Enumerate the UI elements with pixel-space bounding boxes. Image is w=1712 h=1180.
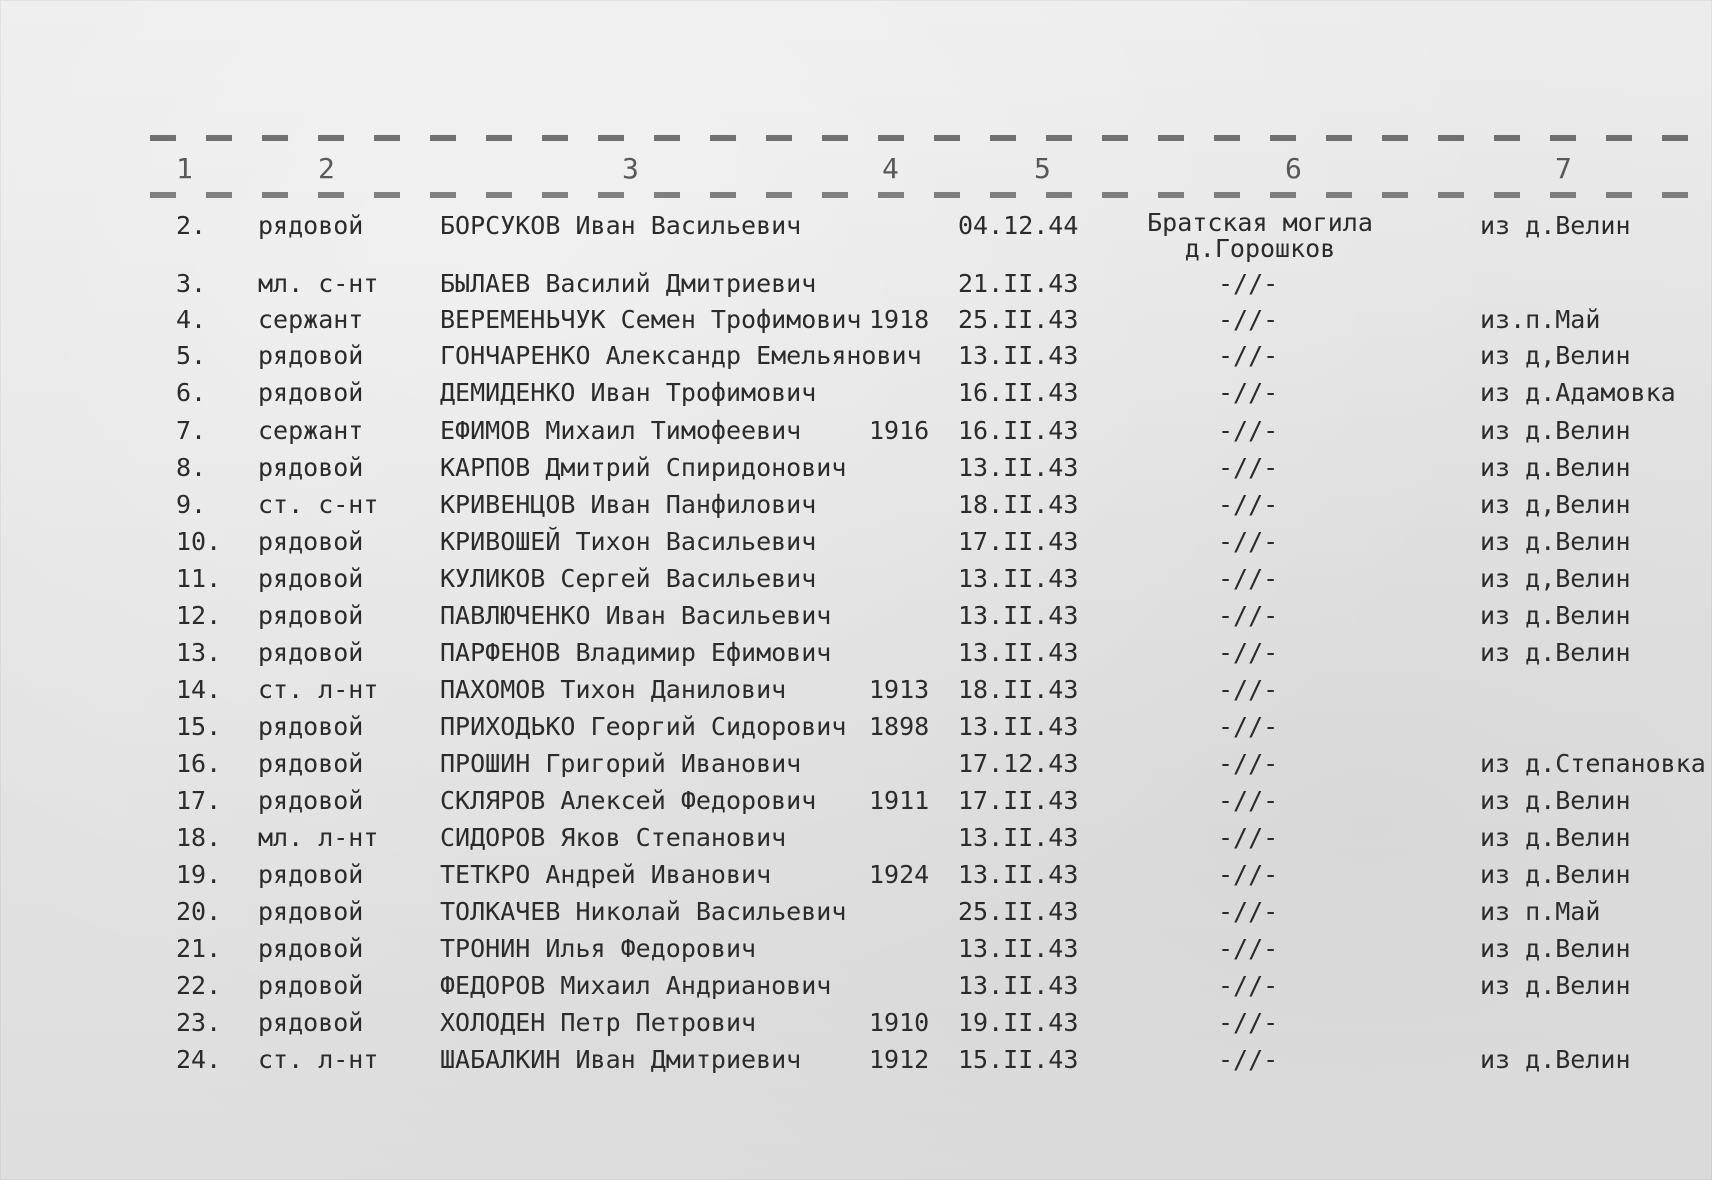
birth-year: 1918 <box>869 305 930 334</box>
origin-place: из д,Велин <box>1480 564 1631 593</box>
full-name: ПАХОМОВ Тихон Данилович <box>440 675 787 704</box>
top-dash-divider <box>150 135 1710 141</box>
full-name: ПРИХОДЬКО Георгий Сидорович <box>440 712 847 741</box>
burial-place: -//- <box>1218 341 1279 370</box>
birth-year: 1912 <box>869 1045 930 1074</box>
burial-place: -//- <box>1218 1008 1279 1037</box>
table-row <box>0 377 1712 413</box>
burial-place: -//- <box>1218 601 1279 630</box>
full-name: ДЕМИДЕНКО Иван Трофимович <box>440 378 817 407</box>
rank: рядовой <box>258 211 364 240</box>
row-number: 23. <box>176 1008 222 1037</box>
full-name: КРИВОШЕЙ Тихон Васильевич <box>440 527 817 556</box>
full-name: ГОНЧАРЕНКО Александр Емельянович <box>440 341 922 370</box>
full-name: ЕФИМОВ Михаил Тимофеевич <box>440 416 802 445</box>
burial-place: -//- <box>1218 453 1279 482</box>
column-number-2: 2 <box>318 152 335 185</box>
origin-place: из д.Велин <box>1480 786 1631 815</box>
row-number: 17. <box>176 786 222 815</box>
birth-year: 1913 <box>869 675 930 704</box>
table-row <box>0 970 1712 1006</box>
birth-year: 1911 <box>869 786 930 815</box>
rank: сержант <box>258 305 364 334</box>
table-row <box>0 208 1712 263</box>
full-name: ФЕДОРОВ Михаил Андрианович <box>440 971 832 1000</box>
death-date: 18.II.43 <box>958 490 1079 519</box>
burial-place: -//- <box>1218 971 1279 1000</box>
table-row <box>0 563 1712 599</box>
rank: мл. л-нт <box>258 823 379 852</box>
origin-place: из.п.Май <box>1480 305 1601 334</box>
row-number: 13. <box>176 638 222 667</box>
row-number: 5. <box>176 341 207 370</box>
full-name: БЫЛАЕВ Василий Дмитриевич <box>440 269 817 298</box>
birth-year: 1910 <box>869 1008 930 1037</box>
origin-place: из д.Велин <box>1480 416 1631 445</box>
row-number: 14. <box>176 675 222 704</box>
full-name: ТОЛКАЧЕВ Николай Васильевич <box>440 897 847 926</box>
burial-place: -//- <box>1218 378 1279 407</box>
death-date: 17.12.43 <box>958 749 1079 778</box>
burial-place: -//- <box>1218 527 1279 556</box>
column-number-4: 4 <box>882 152 899 185</box>
birth-year: 1916 <box>869 416 930 445</box>
table-row <box>0 489 1712 525</box>
death-date: 13.II.43 <box>958 823 1079 852</box>
death-date: 13.II.43 <box>958 712 1079 741</box>
burial-place-line-1: Братская могила <box>1147 208 1373 237</box>
burial-place: -//- <box>1218 712 1279 741</box>
column-number-5: 5 <box>1034 152 1051 185</box>
row-number: 9. <box>176 490 207 519</box>
origin-place: из д.Велин <box>1480 527 1631 556</box>
table-row <box>0 896 1712 932</box>
death-date: 13.II.43 <box>958 341 1079 370</box>
table-row <box>0 452 1712 488</box>
burial-place: -//- <box>1218 1045 1279 1074</box>
rank: рядовой <box>258 378 364 407</box>
burial-place: -//- <box>1218 860 1279 889</box>
death-date: 13.II.43 <box>958 638 1079 667</box>
table-row <box>0 785 1712 821</box>
origin-place: из д.Велин <box>1480 823 1631 852</box>
full-name: ТРОНИН Илья Федорович <box>440 934 757 963</box>
full-name: ВЕРЕМЕНЬЧУК Семен Трофимович <box>440 305 862 334</box>
table-row <box>0 637 1712 673</box>
row-number: 8. <box>176 453 207 482</box>
death-date: 25.II.43 <box>958 897 1079 926</box>
column-number-header <box>0 152 1712 192</box>
full-name: ПАВЛЮЧЕНКО Иван Васильевич <box>440 601 832 630</box>
origin-place: из д.Велин <box>1480 971 1631 1000</box>
row-number: 19. <box>176 860 222 889</box>
full-name: СИДОРОВ Яков Степанович <box>440 823 787 852</box>
rank: рядовой <box>258 712 364 741</box>
rank: ст. с-нт <box>258 490 379 519</box>
table-row <box>0 268 1712 304</box>
full-name: КРИВЕНЦОВ Иван Панфилович <box>440 490 817 519</box>
table-row <box>0 340 1712 376</box>
death-date: 04.12.44 <box>958 211 1079 240</box>
burial-place: -//- <box>1218 305 1279 334</box>
table-row <box>0 674 1712 710</box>
table-row <box>0 415 1712 451</box>
rank: рядовой <box>258 971 364 1000</box>
burial-place: -//- <box>1218 675 1279 704</box>
row-number: 12. <box>176 601 222 630</box>
row-number: 11. <box>176 564 222 593</box>
death-date: 18.II.43 <box>958 675 1079 704</box>
burial-place: -//- <box>1218 786 1279 815</box>
table-row <box>0 600 1712 636</box>
burial-place: -//- <box>1218 897 1279 926</box>
rank: рядовой <box>258 527 364 556</box>
rank: рядовой <box>258 453 364 482</box>
row-number: 10. <box>176 527 222 556</box>
rank: рядовой <box>258 897 364 926</box>
column-number-1: 1 <box>176 152 193 185</box>
row-number: 18. <box>176 823 222 852</box>
table-row <box>0 1044 1712 1080</box>
row-number: 7. <box>176 416 207 445</box>
row-number: 2. <box>176 211 207 240</box>
burial-place: -//- <box>1218 934 1279 963</box>
row-number: 22. <box>176 971 222 1000</box>
row-number: 21. <box>176 934 222 963</box>
death-date: 17.II.43 <box>958 527 1079 556</box>
full-name: ХОЛОДЕН Петр Петрович <box>440 1008 757 1037</box>
rank: ст. л-нт <box>258 1045 379 1074</box>
rank: сержант <box>258 416 364 445</box>
burial-place: -//- <box>1218 749 1279 778</box>
death-date: 19.II.43 <box>958 1008 1079 1037</box>
rank: ст. л-нт <box>258 675 379 704</box>
full-name: ШАБАЛКИН Иван Дмитриевич <box>440 1045 802 1074</box>
death-date: 16.II.43 <box>958 378 1079 407</box>
death-date: 17.II.43 <box>958 786 1079 815</box>
death-date: 13.II.43 <box>958 564 1079 593</box>
full-name: КАРПОВ Дмитрий Спиридонович <box>440 453 847 482</box>
death-date: 13.II.43 <box>958 453 1079 482</box>
death-date: 21.II.43 <box>958 269 1079 298</box>
death-date: 13.II.43 <box>958 971 1079 1000</box>
column-number-3: 3 <box>622 152 639 185</box>
birth-year: 1924 <box>869 860 930 889</box>
table-row <box>0 933 1712 969</box>
burial-place: -//- <box>1218 416 1279 445</box>
full-name: ПАРФЕНОВ Владимир Ефимович <box>440 638 832 667</box>
burial-place: -//- <box>1218 490 1279 519</box>
death-date: 13.II.43 <box>958 934 1079 963</box>
column-number-7: 7 <box>1555 152 1572 185</box>
row-number: 16. <box>176 749 222 778</box>
origin-place: из д.Велин <box>1480 1045 1631 1074</box>
rank: рядовой <box>258 934 364 963</box>
rank: рядовой <box>258 786 364 815</box>
full-name: СКЛЯРОВ Алексей Федорович <box>440 786 817 815</box>
full-name: БОРСУКОВ Иван Васильевич <box>440 211 802 240</box>
column-number-6: 6 <box>1285 152 1302 185</box>
burial-place-line-2: д.Горошков <box>1184 234 1336 263</box>
rank: рядовой <box>258 638 364 667</box>
full-name: ПРОШИН Григорий Иванович <box>440 749 802 778</box>
table-row <box>0 526 1712 562</box>
origin-place: из д.Велин <box>1480 860 1631 889</box>
rank: рядовой <box>258 564 364 593</box>
row-number: 20. <box>176 897 222 926</box>
table-row <box>0 711 1712 747</box>
origin-place: из п.Май <box>1480 897 1601 926</box>
full-name: КУЛИКОВ Сергей Васильевич <box>440 564 817 593</box>
table-row <box>0 859 1712 895</box>
origin-place: из д.Велин <box>1480 211 1631 240</box>
row-number: 24. <box>176 1045 222 1074</box>
burial-place: -//- <box>1218 823 1279 852</box>
rank: рядовой <box>258 1008 364 1037</box>
rank: рядовой <box>258 601 364 630</box>
table-row <box>0 748 1712 784</box>
burial-place-block <box>1140 210 1380 262</box>
death-date: 13.II.43 <box>958 860 1079 889</box>
rank: рядовой <box>258 860 364 889</box>
origin-place: из д.Велин <box>1480 638 1631 667</box>
origin-place: из д,Велин <box>1480 490 1631 519</box>
burial-place: -//- <box>1218 564 1279 593</box>
death-date: 25.II.43 <box>958 305 1079 334</box>
origin-place: из д.Велин <box>1480 601 1631 630</box>
origin-place: из д.Адамовка <box>1480 378 1676 407</box>
birth-year: 1898 <box>869 712 930 741</box>
table-row <box>0 822 1712 858</box>
rank: рядовой <box>258 749 364 778</box>
burial-place: -//- <box>1218 269 1279 298</box>
death-date: 13.II.43 <box>958 601 1079 630</box>
table-row <box>0 1007 1712 1043</box>
rank: рядовой <box>258 341 364 370</box>
full-name: ТЕТКРО Андрей Иванович <box>440 860 772 889</box>
death-date: 16.II.43 <box>958 416 1079 445</box>
origin-place: из д.Степановка <box>1480 749 1706 778</box>
burial-place: -//- <box>1218 638 1279 667</box>
row-number: 3. <box>176 269 207 298</box>
bottom-dash-divider <box>150 192 1710 198</box>
rank: мл. с-нт <box>258 269 379 298</box>
table-row <box>0 304 1712 340</box>
row-number: 6. <box>176 378 207 407</box>
origin-place: из д.Велин <box>1480 934 1631 963</box>
origin-place: из д,Велин <box>1480 341 1631 370</box>
row-number: 15. <box>176 712 222 741</box>
death-date: 15.II.43 <box>958 1045 1079 1074</box>
row-number: 4. <box>176 305 207 334</box>
origin-place: из д.Велин <box>1480 453 1631 482</box>
